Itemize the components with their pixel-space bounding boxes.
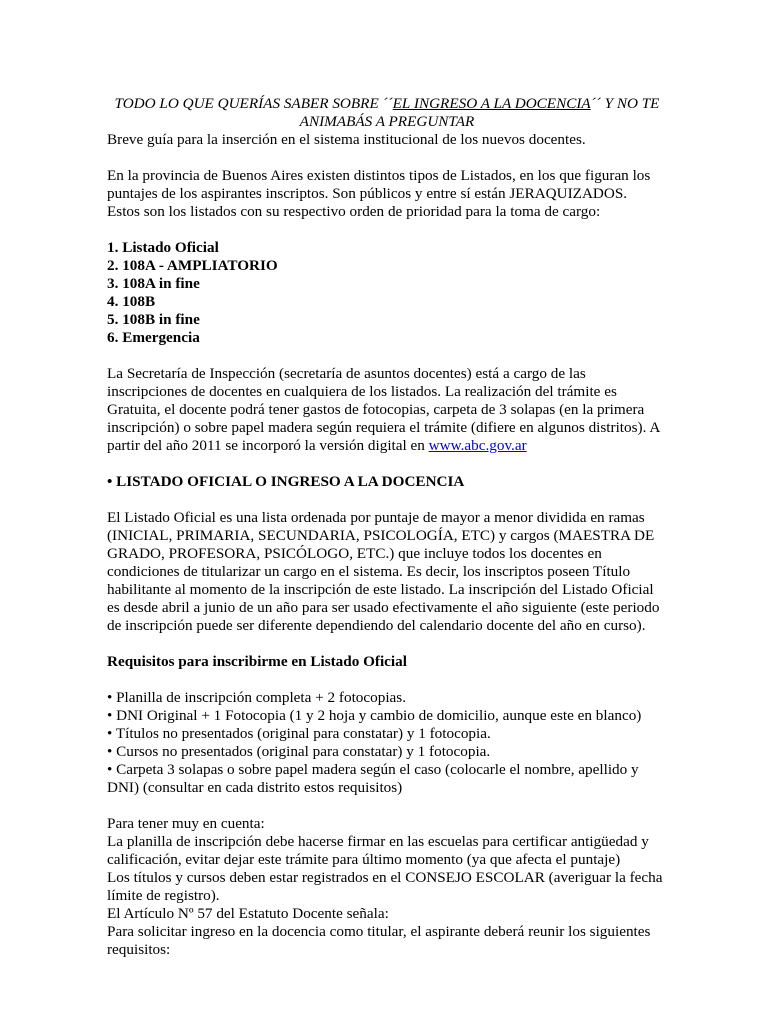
- secretaria-text: La Secretaría de Inspección (secretaría de asuntos docentes) está a cargo de las inscripciones de docentes en cualquiera de los listados. La realización del trámite es Gratuita, el docente podrá tener gastos de fotocopias, carpeta de 3 solapas (en la primera inscripción) o sobre papel madera según requiera el trámite (difiere en algunos distritos). A partir del año 2011 se incorporó la versión digital en: [107, 365, 660, 454]
- listados-priority-list: [107, 239, 667, 347]
- intro-paragraph: En la provincia de Buenos Aires existen distintos tipos de Listados, en los que figuran los puntajes de los aspirantes inscriptos. Son públicos y entre sí están JERAQUIZADOS.: [107, 167, 651, 202]
- notes-articulo: El Artículo Nº 57 del Estatuto Docente señala:: [107, 905, 389, 922]
- title-post: ´´ Y NO TE ANIMABÁS A PREGUNTAR: [299, 95, 660, 130]
- requisitos-heading: Requisitos para inscribirme en Listado Oficial: [107, 653, 407, 670]
- document-body: [107, 92, 667, 959]
- list-item: • Títulos no presentados (original para constatar) y 1 fotocopia.: [107, 725, 491, 742]
- list-item: 6. Emergencia: [107, 329, 200, 346]
- notes-heading: Para tener muy en cuenta:: [107, 815, 265, 832]
- title-pre: TODO LO QUE QUERÍAS SABER SOBRE ´´: [114, 95, 393, 112]
- secretaria-paragraph: [107, 365, 667, 455]
- list-item: • Planilla de inscripción completa + 2 fotocopias.: [107, 689, 406, 706]
- list-item: 1. Listado Oficial: [107, 239, 219, 256]
- requisitos-list: [107, 689, 667, 797]
- document-title: [107, 95, 667, 131]
- abc-gov-link[interactable]: www.abc.gov.ar: [428, 437, 527, 454]
- notes-planilla: La planilla de inscripción debe hacerse firmar en las escuelas para certificar antigüedad y calificación, evitar dejar este trámite para último momento (ya que afecta el puntaje): [107, 833, 649, 868]
- section-heading-listado-oficial: • LISTADO OFICIAL O INGRESO A LA DOCENCIA: [107, 473, 465, 490]
- list-item: • DNI Original + 1 Fotocopia (1 y 2 hoja y cambio de domicilio, aunque este en blanco): [107, 707, 642, 724]
- title-underlined: EL INGRESO A LA DOCENCIA: [392, 95, 591, 112]
- intro-list-lead: Estos son los listados con su respectivo orden de prioridad para la toma de cargo:: [107, 203, 601, 220]
- list-item: 4. 108B: [107, 293, 156, 310]
- notes-solicitar: Para solicitar ingreso en la docencia como titular, el aspirante deberá reunir los siguientes requisitos:: [107, 923, 651, 958]
- list-item: 3. 108A in fine: [107, 275, 200, 292]
- list-item: • Cursos no presentados (original para constatar) y 1 fotocopia.: [107, 743, 491, 760]
- listado-oficial-paragraph: El Listado Oficial es una lista ordenada por puntaje de mayor a menor dividida en ramas (INICIAL, PRIMARIA, SECUNDARIA, PSICOLOGÍA, ETC) y cargos (MAESTRA DE GRADO, PROFESORA, PSICÓLOGO, ETC.) que incluye todos los docentes en condiciones de titularizar un cargo en el sistema. Es decir, los inscriptos poseen Título habilitante al momento de la inscripción de este listado. La inscripción del Listado Oficial es desde abril a junio de un año para ser usado efectivamente el año siguiente (este periodo de inscripción puede ser diferente dependiendo del calendario docente del año en curso).: [107, 509, 660, 634]
- notes-titulos: Los títulos y cursos deben estar registrados en el CONSEJO ESCOLAR (averiguar la fecha límite de registro).: [107, 869, 663, 904]
- list-item: 2. 108A - AMPLIATORIO: [107, 257, 278, 274]
- list-item: • Carpeta 3 solapas o sobre papel madera según el caso (colocarle el nombre, apellido y DNI) (consultar en cada distrito estos requisitos): [107, 761, 639, 796]
- list-item: 5. 108B in fine: [107, 311, 200, 328]
- document-subtitle: Breve guía para la inserción en el sistema institucional de los nuevos docentes.: [107, 131, 586, 148]
